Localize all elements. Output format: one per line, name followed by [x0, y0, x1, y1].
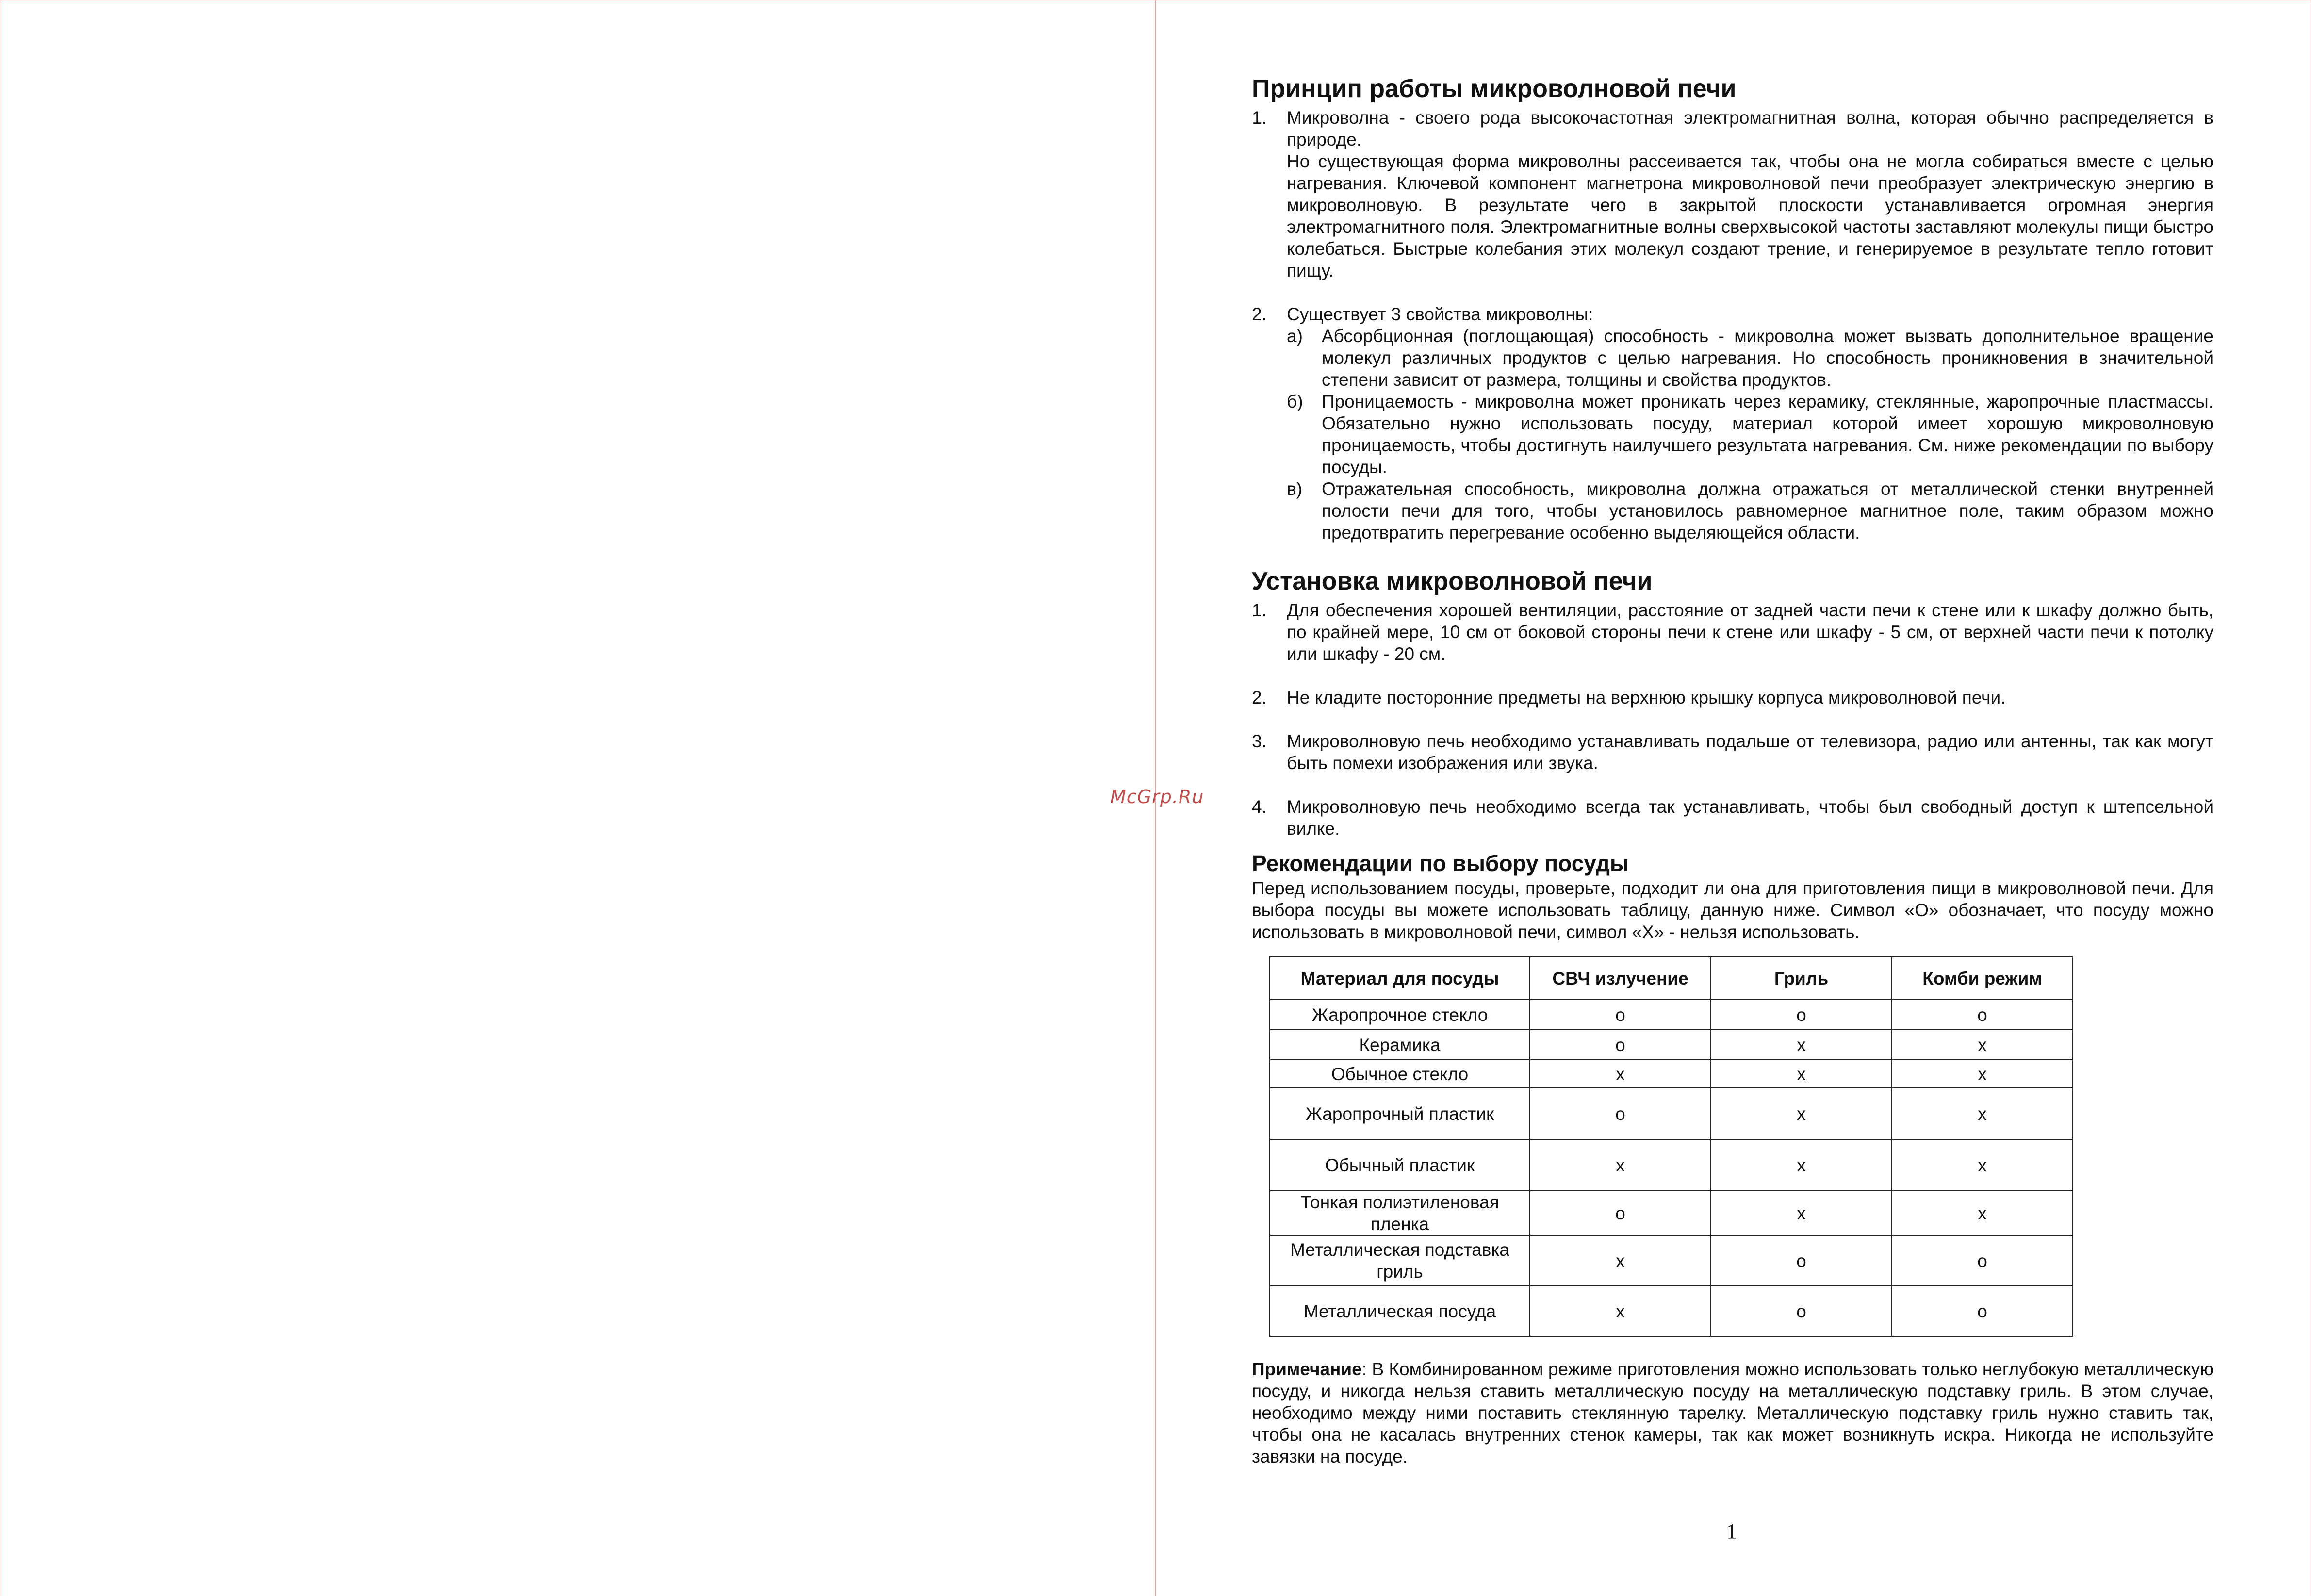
table-cell-material: Металлическая посуда — [1270, 1286, 1530, 1336]
table-cell: x — [1711, 1060, 1892, 1088]
item-number: 2. — [1252, 688, 1267, 708]
table-cell: x — [1892, 1060, 2073, 1088]
page-number: 1 — [1726, 1519, 1737, 1543]
table-cell: x — [1530, 1286, 1711, 1336]
sub-number: б) — [1287, 392, 1303, 411]
principle-item-2-text: Существует 3 свойства микроволны: — [1287, 304, 1593, 324]
installation-item-1 — [1252, 599, 2213, 665]
principle-item-1-text-1: Микроволна - своего рода высокочастотная электромагнитная волна, которая обычно распределяется в природе. — [1287, 108, 2213, 149]
table-cell: x — [1711, 1088, 1892, 1139]
table-row — [1270, 1088, 2073, 1139]
table-cell: x — [1892, 1030, 2073, 1060]
table-row — [1270, 1235, 2073, 1286]
note-label: Примечание — [1252, 1359, 1362, 1379]
table-cell: x — [1711, 1139, 1892, 1191]
table-cell: x — [1530, 1060, 1711, 1088]
watermark: McGrp.Ru — [1110, 786, 1204, 807]
cookware-intro: Перед использованием посуды, проверьте, подходит ли она для приготовления пищи в микроволновой печи. Для выбора посуды вы можете использовать таблицу, данную ниже. Символ «О» обозначает, что посуду можно использовать в микроволновой печи, символ «Х» - нельзя использовать. — [1252, 878, 2213, 942]
item-number: 4. — [1252, 797, 1267, 817]
installation-text-3: Микроволновую печь необходимо устанавливать подальше от телевизора, радио или антенны, так как могут быть помехи изображения или звука. — [1287, 731, 2213, 773]
table-row — [1270, 1030, 2073, 1060]
section-title-installation: Установка микроволновой печи — [1252, 567, 1653, 595]
table-header-material: Материал для посуды — [1270, 957, 1530, 1000]
item-number: 1. — [1252, 108, 1267, 128]
table-cell: x — [1711, 1191, 1892, 1235]
table-cell-material: Обычное стекло — [1270, 1060, 1530, 1088]
sub-number: в) — [1287, 479, 1302, 499]
principle-item-1-text-2: Но существующая форма микроволны рассеивается так, чтобы она не могла собираться вместе с целью нагревания. Ключевой компонент магнетрона микроволновой печи преобразует электрическую энергию в микроволновую. В результате чего в закрытой плоскости устанавливается огромная энергия электромагнитного поля. Электромагнитные волны сверхвысокой частоты заставляют молекулы пищи быстро колебаться. Быстрые колебания этих молекул создают трение, и генерируемое в результате тепло готовит пищу. — [1287, 151, 2213, 280]
table-cell: x — [1530, 1235, 1711, 1286]
table-cell: o — [1711, 1000, 1892, 1030]
principle-item-2 — [1252, 303, 2213, 543]
table-cell: o — [1892, 1286, 2073, 1336]
table-row — [1270, 1000, 2073, 1030]
table-cell: o — [1530, 1000, 1711, 1030]
table-cell: o — [1711, 1235, 1892, 1286]
note-text: : В Комбинированном режиме приготовления можно использовать только неглубокую металлическую посуду, и никогда нельзя ставить металлическую посуду на металлическую подставку гриль. В этом случае, необходимо между ними поставить стеклянную тарелку. Металлическую подставку гриль нужно ставить так, чтобы она не касалась внутренних стенок камеры, так как может возникнуть искра. Никогда не используйте завязки на посуде. — [1252, 1359, 2213, 1466]
right-page-content — [1252, 73, 2213, 1467]
item-number: 2. — [1252, 304, 1267, 324]
table-header-grill: Гриль — [1711, 957, 1892, 1000]
cookware-table — [1269, 956, 2073, 1337]
table-row — [1270, 1286, 2073, 1336]
table-header-combi: Комби режим — [1892, 957, 2073, 1000]
table-cell-material: Жаропрочный пластик — [1270, 1088, 1530, 1139]
installation-text-1: Для обеспечения хорошей вентиляции, расстояние от задней части печи к стене или к шкафу должно быть, по крайней мере, 10 см от боковой стороны печи к стене или шкафу - 5 см, от верхней части печи к потолку или шкафу - 20 см. — [1287, 600, 2213, 664]
property-item-b — [1287, 391, 2213, 478]
table-cell: x — [1892, 1088, 2073, 1139]
table-cell: o — [1530, 1088, 1711, 1139]
principle-item-1 — [1252, 107, 2213, 281]
section-title-principle: Принцип работы микроволновой печи — [1252, 75, 1737, 103]
table-row — [1270, 1191, 2073, 1235]
table-cell: o — [1892, 1235, 2073, 1286]
installation-item-2 — [1252, 687, 2213, 708]
property-item-a — [1287, 325, 2213, 391]
property-text-permeability: Проницаемость - микроволна может проникать через керамику, стеклянные, жаропрочные пластмассы. Обязательно нужно использовать посуду, материал которой имеет хорошую микроволновую проницаемость, чтобы достигнуть наилучшего результата нагревания. См. ниже рекомендации по выбору посуды. — [1322, 392, 2213, 477]
table-cell: x — [1892, 1139, 2073, 1191]
table-cell: o — [1892, 1000, 2073, 1030]
section-title-cookware: Рекомендации по выбору посуды — [1252, 851, 1629, 876]
table-cell: o — [1530, 1191, 1711, 1235]
table-cell-material: Керамика — [1270, 1030, 1530, 1060]
sub-number: а) — [1287, 326, 1303, 346]
table-row — [1270, 1060, 2073, 1088]
table-cell-material: Тонкая полиэтиленовая пленка — [1270, 1191, 1530, 1235]
table-cell: x — [1711, 1030, 1892, 1060]
table-cell: x — [1892, 1191, 2073, 1235]
cookware-note — [1252, 1358, 2213, 1467]
table-cell-material: Металлическая подставка гриль — [1270, 1235, 1530, 1286]
table-header-row — [1270, 957, 2073, 1000]
table-cell: o — [1530, 1030, 1711, 1060]
item-number: 3. — [1252, 731, 1267, 751]
table-cell-material: Обычный пластик — [1270, 1139, 1530, 1191]
installation-item-4 — [1252, 796, 2213, 839]
table-cell-material: Жаропрочное стекло — [1270, 1000, 1530, 1030]
item-number: 1. — [1252, 600, 1267, 620]
installation-text-4: Микроволновую печь необходимо всегда так устанавливать, чтобы был свободный доступ к штепсельной вилке. — [1287, 797, 2213, 839]
table-row — [1270, 1139, 2073, 1191]
installation-item-3 — [1252, 730, 2213, 774]
property-text-reflection: Отражательная способность, микроволна должна отражаться от металлической стенки внутренней полости печи для того, чтобы установилось равномерное магнитное поле, таким образом можно предотвратить перегревание особенно выделяющейся области. — [1322, 479, 2213, 543]
table-cell: x — [1530, 1139, 1711, 1191]
installation-text-2: Не кладите посторонние предметы на верхнюю крышку корпуса микроволновой печи. — [1287, 688, 2006, 708]
table-cell: o — [1711, 1286, 1892, 1336]
property-item-c — [1287, 478, 2213, 543]
table-header-microwave: СВЧ излучение — [1530, 957, 1711, 1000]
property-text-absorption: Абсорбционная (поглощающая) способность - микроволна может вызвать дополнительное вращение молекул различных продуктов с целью нагревания. Но способность проникновения в значительной степени зависит от размера, толщины и свойства продуктов. — [1322, 326, 2213, 390]
